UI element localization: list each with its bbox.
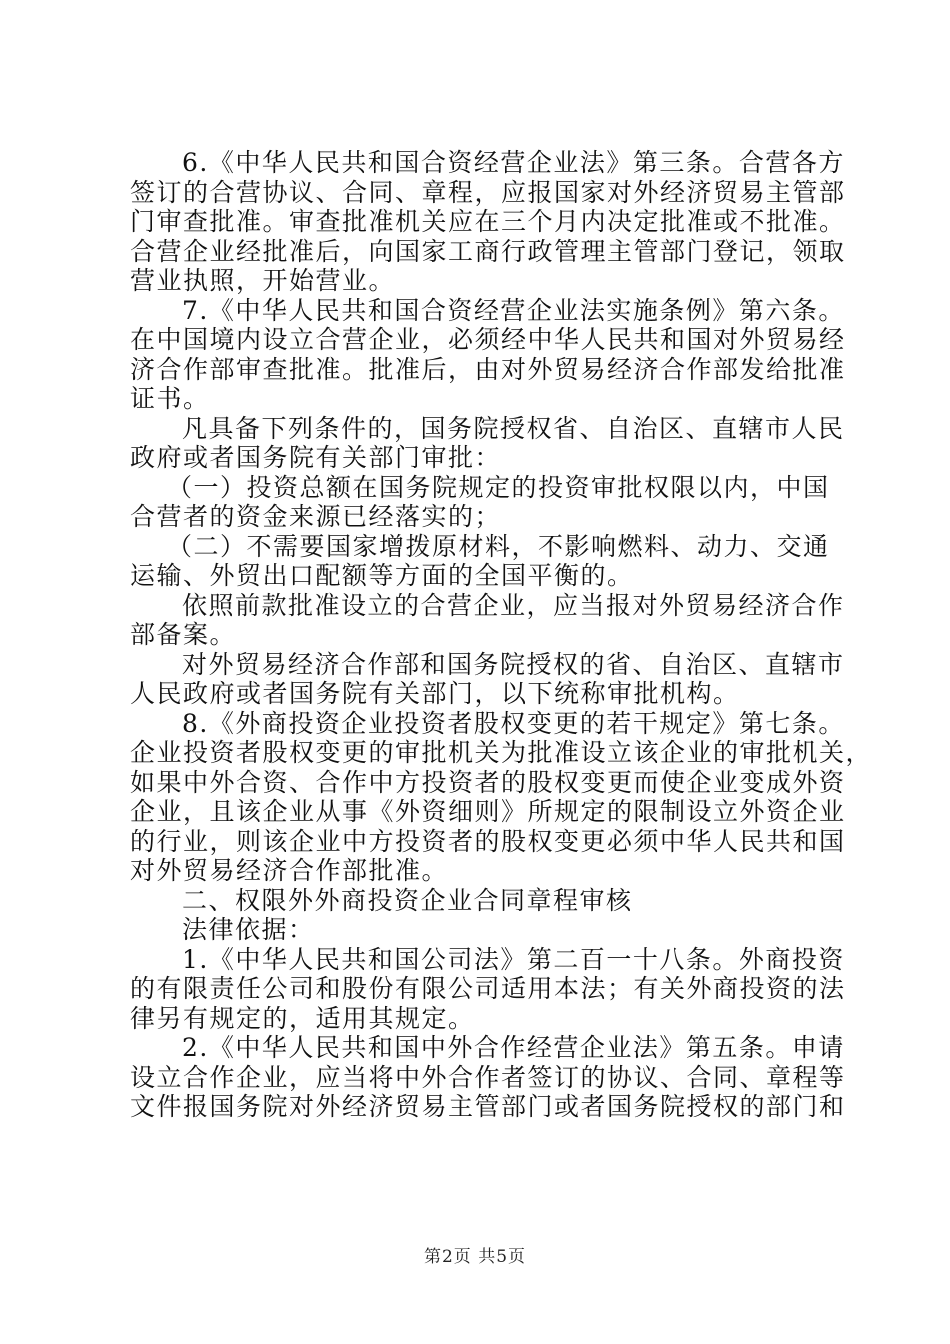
paragraph-line: 门审查批准。审查批准机关应在三个月内决定批准或不批准。: [130, 207, 846, 236]
paragraph-line: 法律依据：: [182, 915, 315, 944]
paragraph-line: 1.《中华人民共和国公司法》第二百一十八条。外商投资: [182, 944, 845, 974]
paragraph-line: 签订的合营协议、合同、章程，应报国家对外经济贸易主管部: [130, 177, 846, 207]
paragraph-line: 企业，且该企业从事《外资细则》所规定的限制设立外资企业: [130, 797, 846, 826]
paragraph-line: 对外贸易经济合作部和国务院授权的省、自治区、直辖市: [182, 649, 845, 679]
paragraph-line: 在中国境内设立合营企业，必须经中华人民共和国对外贸易经: [130, 325, 846, 354]
paragraph-line: 依照前款批准设立的合营企业，应当报对外贸易经济合作: [182, 590, 845, 620]
paragraph-line: 律另有规定的，适用其规定。: [130, 1003, 475, 1033]
paragraph-line: 合营企业经批准后，向国家工商行政管理主管部门登记，领取: [130, 236, 846, 266]
paragraph-line: 7.《中华人民共和国合资经营企业法实施条例》第六条。: [182, 295, 845, 325]
paragraph-line: 营业执照，开始营业。: [130, 266, 396, 295]
paragraph-line: （一）投资总额在国务院规定的投资审批权限以内，中国: [167, 472, 830, 502]
paragraph-line: 8.《外商投资企业投资者股权变更的若干规定》第七条。: [182, 708, 845, 738]
section-heading: 二、权限外外商投资企业合同章程审核: [182, 885, 633, 915]
paragraph-line: 的行业，则该企业中方投资者的股权变更必须中华人民共和国: [130, 826, 846, 856]
paragraph-line: 部备案。: [130, 620, 237, 649]
paragraph-line: 对外贸易经济合作部批准。: [130, 856, 449, 885]
document-body: [130, 148, 873, 1122]
paragraph-line: 文件报国务院对外经济贸易主管部门或者国务院授权的部门和: [130, 1092, 846, 1121]
paragraph-line: 企业投资者股权变更的审批机关为批准设立该企业的审批机关，: [130, 738, 873, 767]
paragraph-line: 济合作部审查批准。批准后，由对外贸易经济合作部发给批准: [130, 354, 846, 384]
paragraph-line: （二）不需要国家增拨原材料，不影响燃料、动力、交通: [167, 531, 830, 561]
paragraph-line: 如果中外合资、合作中方投资者的股权变更而使企业变成外资: [130, 767, 846, 797]
paragraph-line: 的有限责任公司和股份有限公司适用本法；有关外商投资的法: [130, 974, 846, 1003]
paragraph-line: 合营者的资金来源已经落实的；: [130, 502, 502, 531]
paragraph-line: 人民政府或者国务院有关部门，以下统称审批机构。: [130, 679, 740, 708]
paragraph-line: 证书。: [130, 384, 210, 413]
paragraph-line: 政府或者国务院有关部门审批：: [130, 443, 502, 472]
paragraph-line: 6.《中华人民共和国合资经营企业法》第三条。合营各方: [182, 148, 845, 177]
paragraph-line: 凡具备下列条件的，国务院授权省、自治区、直辖市人民: [182, 413, 845, 443]
paragraph-line: 运输、外贸出口配额等方面的全国平衡的。: [130, 561, 634, 590]
page-number-footer: 第2页 共5页: [423, 1247, 527, 1267]
paragraph-line: 2.《中华人民共和国中外合作经营企业法》第五条。申请: [182, 1033, 845, 1062]
paragraph-line: 设立合作企业，应当将中外合作者签订的协议、合同、章程等: [130, 1062, 846, 1092]
